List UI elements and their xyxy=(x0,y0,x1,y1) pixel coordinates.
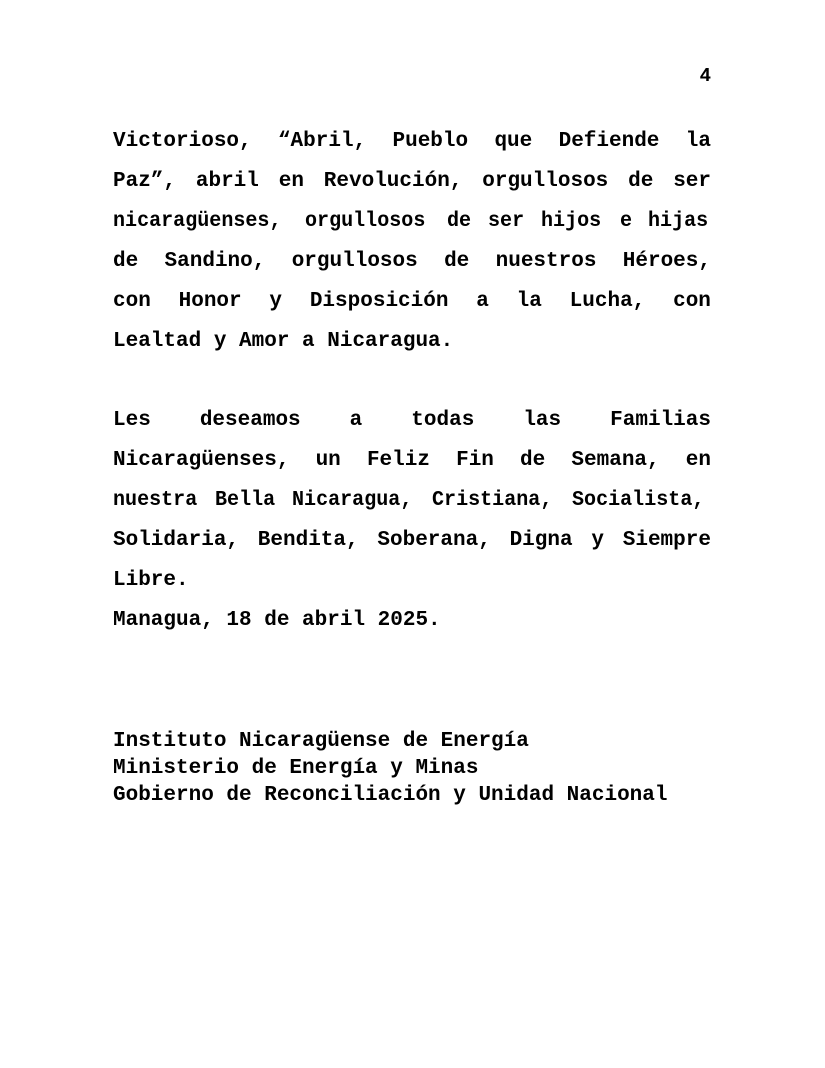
word: con xyxy=(113,290,151,313)
word: la xyxy=(516,290,542,313)
word: de xyxy=(628,170,654,193)
word: Bendita, xyxy=(257,529,359,552)
word: Sandino, xyxy=(164,250,266,273)
paragraph xyxy=(113,401,711,601)
word: ser xyxy=(487,210,524,233)
word: deseamos xyxy=(199,409,301,432)
signature-line-ministry: Ministerio de Energía y Minas xyxy=(113,757,479,780)
text-line xyxy=(113,401,711,441)
word: un xyxy=(315,449,341,472)
word: Honor xyxy=(178,290,242,313)
signature-line-government: Gobierno de Reconciliación y Unidad Nacional xyxy=(113,784,668,807)
paragraph xyxy=(113,122,711,362)
word: Feliz xyxy=(366,449,430,472)
word: Defiende xyxy=(558,130,660,153)
word: orgullosos xyxy=(305,210,426,233)
word: Les xyxy=(113,409,151,432)
word: de xyxy=(520,449,546,472)
word: nuestra xyxy=(113,489,198,512)
word: Socialista, xyxy=(572,489,705,512)
text-line xyxy=(113,322,711,362)
text-line xyxy=(113,561,711,601)
word: Lucha, xyxy=(569,290,646,313)
word: en xyxy=(278,170,304,193)
word: que xyxy=(494,130,533,153)
word: Revolución, xyxy=(323,170,463,193)
word: nuestros xyxy=(495,250,597,273)
text-line xyxy=(113,481,711,521)
word: Familias xyxy=(610,409,711,432)
text-line xyxy=(113,521,711,561)
word: Semana, xyxy=(571,449,660,472)
text-line xyxy=(113,441,711,481)
word: de xyxy=(444,250,470,273)
word: Soberana, xyxy=(377,529,491,552)
word: todas xyxy=(411,409,475,432)
signature-line-institute: Instituto Nicaragüense de Energía xyxy=(113,730,529,753)
word: Disposición xyxy=(309,290,449,313)
word: Solidaria, xyxy=(113,529,240,552)
word: Fin xyxy=(456,449,494,472)
text-line xyxy=(113,122,711,162)
text-line xyxy=(113,282,711,322)
word: Pueblo xyxy=(392,130,469,153)
word: Bella xyxy=(215,489,276,512)
word: Victorioso, xyxy=(113,130,252,153)
word: “Abril, xyxy=(277,130,367,153)
word: Digna xyxy=(509,529,573,552)
text-line xyxy=(113,162,711,202)
word: con xyxy=(673,290,711,313)
word: Cristiana, xyxy=(432,489,553,512)
word: Nicaragua, xyxy=(292,489,413,512)
word: e xyxy=(619,210,632,233)
word: a xyxy=(476,290,489,313)
word: Siempre xyxy=(622,529,711,552)
word: nicaragüenses, xyxy=(113,210,282,233)
word: la xyxy=(685,130,711,153)
word: en xyxy=(685,449,711,472)
word: hijas xyxy=(647,210,709,233)
word: abril xyxy=(195,170,259,193)
word: de xyxy=(446,210,471,233)
signature-block xyxy=(113,728,753,809)
text-line xyxy=(113,242,711,282)
text-line xyxy=(113,202,711,242)
word: de xyxy=(113,250,139,273)
word: y xyxy=(591,529,604,552)
word: orgullosos xyxy=(291,250,418,273)
word: ser xyxy=(673,170,711,193)
word: y xyxy=(269,290,283,313)
dateline-paragraph xyxy=(113,601,711,641)
word: Libre. xyxy=(113,569,189,592)
word: orgullosos xyxy=(482,170,609,193)
word: Nicaragüenses, xyxy=(113,449,290,472)
word: a xyxy=(349,409,363,432)
word: Paz”, xyxy=(113,170,177,193)
dateline: Managua, 18 de abril 2025. xyxy=(113,609,441,632)
page-number: 4 xyxy=(699,65,711,87)
document-body xyxy=(113,122,711,641)
word: Héroes, xyxy=(622,250,711,273)
word: Lealtad y Amor a Nicaragua. xyxy=(113,330,454,353)
word: hijos xyxy=(541,210,602,233)
word: las xyxy=(523,409,562,432)
